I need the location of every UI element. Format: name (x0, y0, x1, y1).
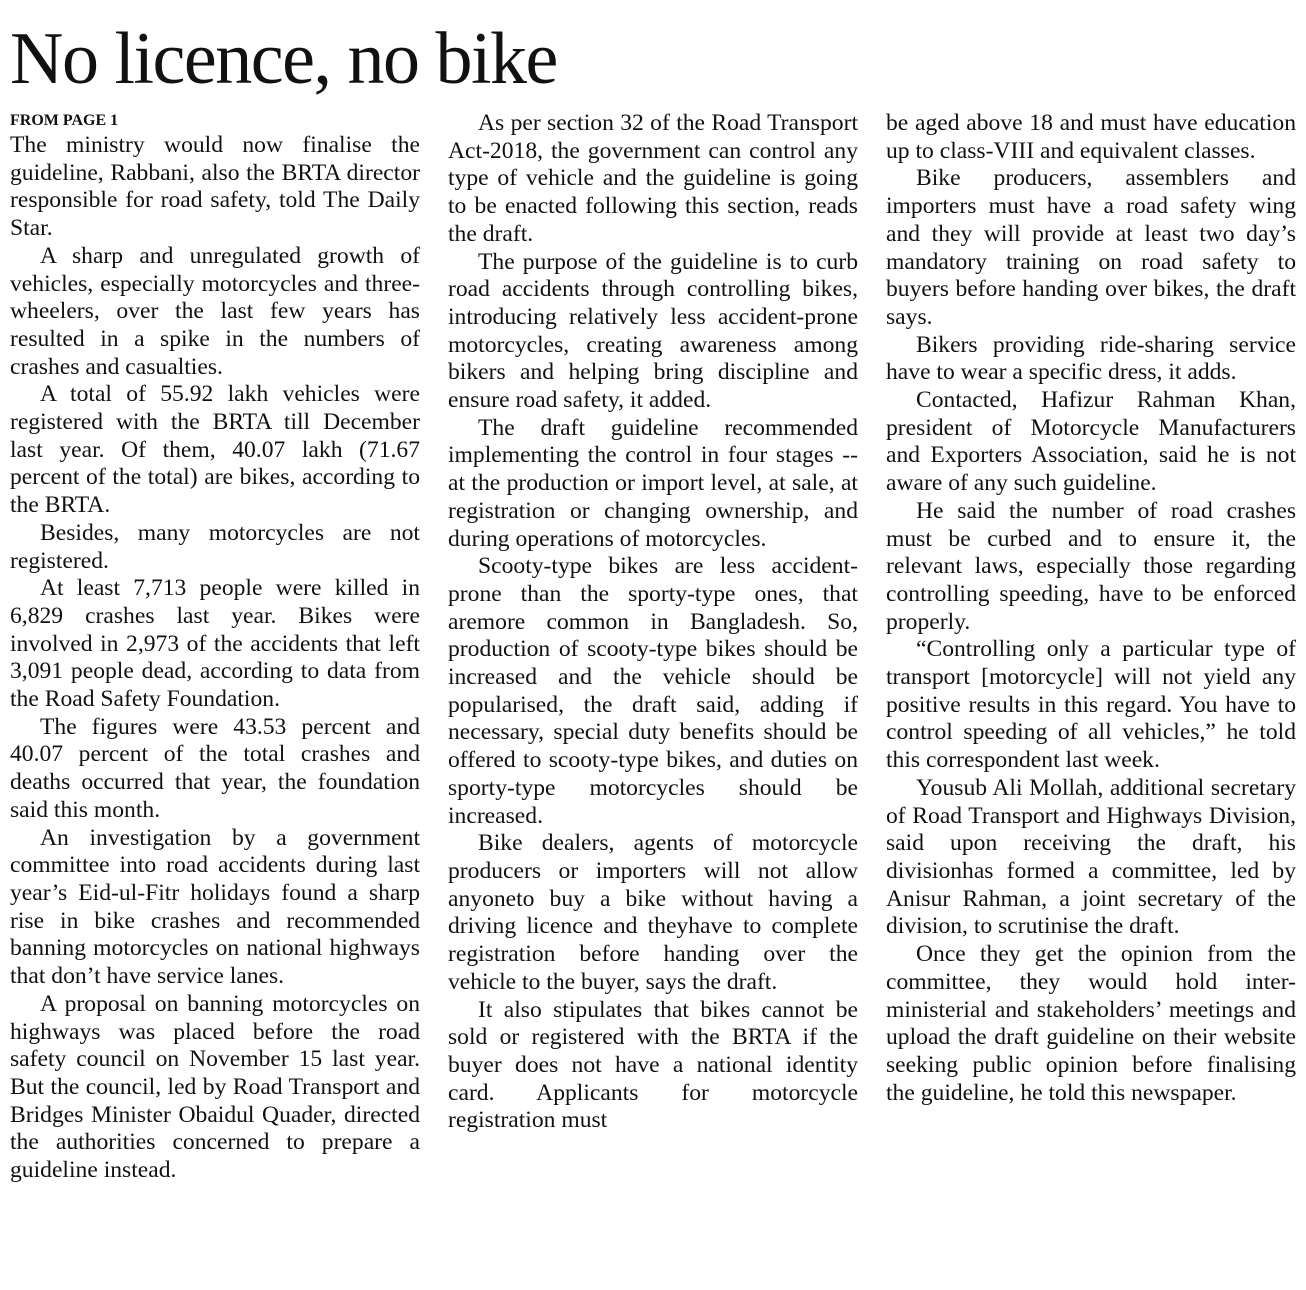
paragraph: Contacted, Hafizur Rahman Khan, president of Motorcycle Manufacturers and Exporters Association, said he is not aware of any such guideline. (886, 387, 1296, 497)
column-2 (448, 110, 858, 1286)
article-body (0, 110, 1306, 1286)
paragraph: The draft guideline recommended implementing the control in four stages -- at the production or import level, at sale, at registration or changing ownership, and during operations of motorcycles. (448, 414, 858, 552)
paragraph: Bike producers, assemblers and importers must have a road safety wing and they will provide at least two day’s mandatory training on road safety to buyers before handing over bikes, the draft says. (886, 165, 1296, 330)
headline: No licence, no bike (10, 18, 557, 100)
kicker-from-page: FROM PAGE 1 (10, 112, 119, 129)
paragraph: A total of 55.92 lakh vehicles were registered with the BRTA till December last year. Of them, 40.07 lakh (71.67 percent of the total) are bikes, according to the BRTA. (10, 381, 420, 519)
paragraph: The figures were 43.53 percent and 40.07 percent of the total crashes and deaths occurred that year, the foundation said this month. (10, 713, 420, 823)
paragraph: The purpose of the guideline is to curb road accidents through controlling bikes, introducing relatively less accident-prone motorcycles, creating awareness among bikers and helping bring discipline and ensure road safety, it added. (448, 248, 858, 414)
column-3 (886, 110, 1296, 1286)
paragraph: At least 7,713 people were killed in 6,829 crashes last year. Bikes were involved in 2,973 of the accidents that left 3,091 people dead, according to data from the Road Safety Foundation. (10, 575, 420, 713)
paragraph: He said the number of road crashes must be curbed and to ensure it, the relevant laws, especially those regarding controlling speeding, have to be enforced properly. (886, 497, 1296, 635)
paragraph: Bikers providing ride-sharing service have to wear a specific dress, it adds. (886, 331, 1296, 386)
paragraph: As per section 32 of the Road Transport Act-2018, the government can control any type of vehicle and the guideline is going to be enacted following this section, reads the draft. (448, 110, 858, 247)
column-1 (10, 110, 420, 1286)
paragraph: A sharp and unregulated growth of vehicles, especially motorcycles and three-wheelers, over the last few years has resulted in a spike in the numbers of crashes and casualties. (10, 242, 420, 380)
paragraph: Once they get the opinion from the committee, they would hold inter-ministerial and stakeholders’ meetings and upload the draft guideline on their website seeking public opinion before finalising the guideline, he told this newspaper. (886, 941, 1296, 1106)
paragraph: Bike dealers, agents of motorcycle producers or importers will not allow anyoneto buy a bike without having a driving licence and theyhave to complete registration before handing over the vehicle to the buyer, says the draft. (448, 830, 858, 995)
paragraph: “Controlling only a particular type of transport [motorcycle] will not yield any positive results in this regard. You have to control speeding of all vehicles,” he told this correspondent last week. (886, 636, 1296, 774)
paragraph: A proposal on banning motorcycles on highways was placed before the road safety council on November 15 last year. But the council, led by Road Transport and Bridges Minister Obaidul Quader, directed the authorities concerned to prepare a guideline instead. (10, 990, 420, 1184)
paragraph-continued: be aged above 18 and must have education up to class-VIII and equivalent classes. (886, 110, 1296, 164)
paragraph: The ministry would now finalise the guideline, Rabbani, also the BRTA director responsible for road safety, told The Daily Star. (10, 132, 420, 242)
paragraph: An investigation by a government committee into road accidents during last year’s Eid-ul-Fitr holidays found a sharp rise in bike crashes and recommended banning motorcycles on national highways that don’t have service lanes. (10, 824, 420, 990)
paragraph: Besides, many motorcycles are not registered. (10, 519, 420, 574)
paragraph: It also stipulates that bikes cannot be sold or registered with the BRTA if the buyer does not have a national identity card. Applicants for motorcycle registration must (448, 996, 858, 1134)
paragraph: Scooty-type bikes are less accident-prone than the sporty-type ones, that aremore common in Bangladesh. So, production of scooty-type bikes should be increased and the vehicle should be popularised, the draft said, adding if necessary, special duty benefits should be offered to scooty-type bikes, and duties on sporty-type motorcycles should be increased. (448, 553, 858, 829)
paragraph: Yousub Ali Mollah, additional secretary of Road Transport and Highways Division, said upon receiving the draft, his divisionhas formed a committee, led by Anisur Rahman, a joint secretary of the division, to scrutinise the draft. (886, 774, 1296, 940)
